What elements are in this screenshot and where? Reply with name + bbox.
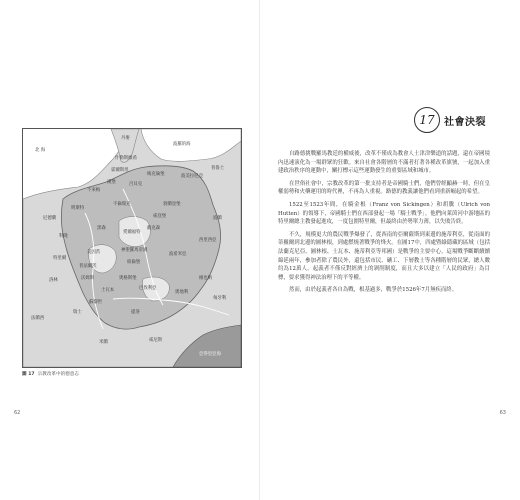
map-label-cologne: 科隆 <box>59 234 68 239</box>
page-number-right: 63 <box>499 410 506 416</box>
map-label-nuremberg: 紐倫堡 <box>127 260 141 265</box>
map-label-saxony: 薩克森 <box>147 226 161 231</box>
chapter-title: 社會決裂 <box>444 116 486 128</box>
map-label-augsburg: 奧格斯堡 <box>119 276 137 281</box>
map-label-brunswick: 不倫瑞克 <box>113 202 131 207</box>
map-label-mainz: 美因茨 <box>87 250 101 255</box>
map-label-silesia: 西里西亞 <box>199 238 217 243</box>
body-text <box>278 150 490 299</box>
map-label-holstein: 霍爾斯坦 <box>111 168 129 173</box>
paragraph: 自路德挑戰羅馬教廷的權威後，改革不僅成為教會人士津津樂道的話題，還在帝國境內迅速演化為一場群眾的狂歡。來自社會各階層的不滿者打著各種改革旗號，一起加入重建政治秩序的運動中，關打標示這些運動發生的重要區域和城市。 <box>278 151 490 175</box>
map-label-palatinate: 普法爾茨 <box>79 264 97 269</box>
map-label-hamburg: 漢堡 <box>107 180 116 185</box>
paragraph: 不久，規模更大的農民戰爭爆發了，從西南的亞爾薩斯到東邊的施蒂利亞，從南面的蒂羅爾到北邊的圖林根，到處燃燒著戰爭的烽火。在圖17中，四處暨綠隱藏的區域（包括法蘭克尼亞、圖林根、士瓦本、施蒂利亞等邦國）是戰爭的主要中心，這場戰爭斷斷續續綿延兩年，參加者除了農民外，還包括市民、礦工、下層教士等各種階層的民眾，總人數約為12萬人。起義者不僅反對經濟上的剝削制度，而且大多以建立「人民的政府」為目標，要求獲得神法治理下的平等權。 <box>278 231 490 281</box>
map-label-brandenburg: 勃蘭登堡 <box>163 202 181 207</box>
map-label-netherlands: 尼德蘭 <box>43 216 57 221</box>
map-label-bremen: 不來梅 <box>87 188 101 193</box>
map-label-prussia: 普魯士 <box>211 166 225 171</box>
map-label-schleswig: 什勒斯維希 <box>115 156 137 161</box>
paragraph: 在世俗社會中，宗教改革的第一批支持者是帝國騎士們，他們曾經顯赫一時，但在皇權弱勢和火藥運用的時代裡，不再為人重視。路德的教義讓他們看到重新崛起的希望。 <box>278 180 490 196</box>
map-figure <box>22 128 242 368</box>
map-label-lorraine: 洛林 <box>49 278 58 283</box>
map-label-bohemia: 波希米亞 <box>169 252 187 257</box>
paragraph: 1522至1523年間，在騎金根（Franz von Sickingen）和胡騰（Ulrich von Hutten）的領導下，帝國騎士們在西部發起一場「騎士戰爭」。他們向萊茵河中游地區的特里爾總主教發起進攻，一度包圍特里爾，但最終由於勢單力薄，以失敗告終。 <box>278 201 490 226</box>
map-label-austria: 奧地利 <box>175 290 189 295</box>
map-label-empire: 神聖羅馬帝國 <box>121 248 148 253</box>
figure-caption <box>22 371 240 377</box>
figure-label: 圖 17 <box>22 372 35 377</box>
map-label-switzerland: 瑞士 <box>73 310 82 315</box>
map-label-denmark: 丹麥 <box>121 136 130 141</box>
map-label-baltic-sea: 波羅的海 <box>173 142 191 147</box>
chapter-heading <box>414 107 486 133</box>
map-label-zurich: 蘇黎世 <box>89 300 103 305</box>
map-label-north-sea: 北 海 <box>35 148 46 153</box>
map-label-trier: 特里爾 <box>53 256 67 261</box>
map-label-tyrol: 提洛 <box>131 310 140 315</box>
map-label-erfurt: 愛爾福特 <box>123 230 141 235</box>
map-label-hesse: 黑森 <box>97 226 106 231</box>
map-label-pomerania: 波美拉尼亞 <box>181 174 203 179</box>
map-label-mecklenburg: 梅克倫堡 <box>147 172 165 177</box>
chapter-number: 17 <box>414 107 440 133</box>
germany-reformation-map <box>23 129 241 367</box>
figure-caption-text: 宗教改革中的德意志 <box>37 372 79 377</box>
map-label-munster: 明斯特 <box>71 206 85 211</box>
map-label-bavaria: 巴伐利亞 <box>139 286 157 291</box>
right-page <box>260 0 520 500</box>
map-label-venice: 威尼斯 <box>149 338 163 343</box>
map-label-adriatic: 亞得里亞海 <box>199 352 221 357</box>
map-label-poland: 波蘭 <box>213 216 222 221</box>
page-number-left: 62 <box>14 410 21 416</box>
map-label-wittenberg: 威登堡 <box>153 214 167 219</box>
paragraph: 然而，由於起義者各自為戰，根基過多，戰爭於1526年7月無疾而終。 <box>289 287 458 294</box>
map-label-vienna: 維也納 <box>199 276 213 281</box>
map-label-swabia: 士瓦本 <box>101 288 115 293</box>
map-label-milan: 米蘭 <box>99 340 108 345</box>
map-label-hungary: 匈牙利 <box>213 296 227 301</box>
map-label-lubeck: 呂貝克 <box>129 182 143 187</box>
map-label-worms: 沃姆斯 <box>81 276 95 281</box>
map-label-france: 法蘭西 <box>31 316 45 321</box>
